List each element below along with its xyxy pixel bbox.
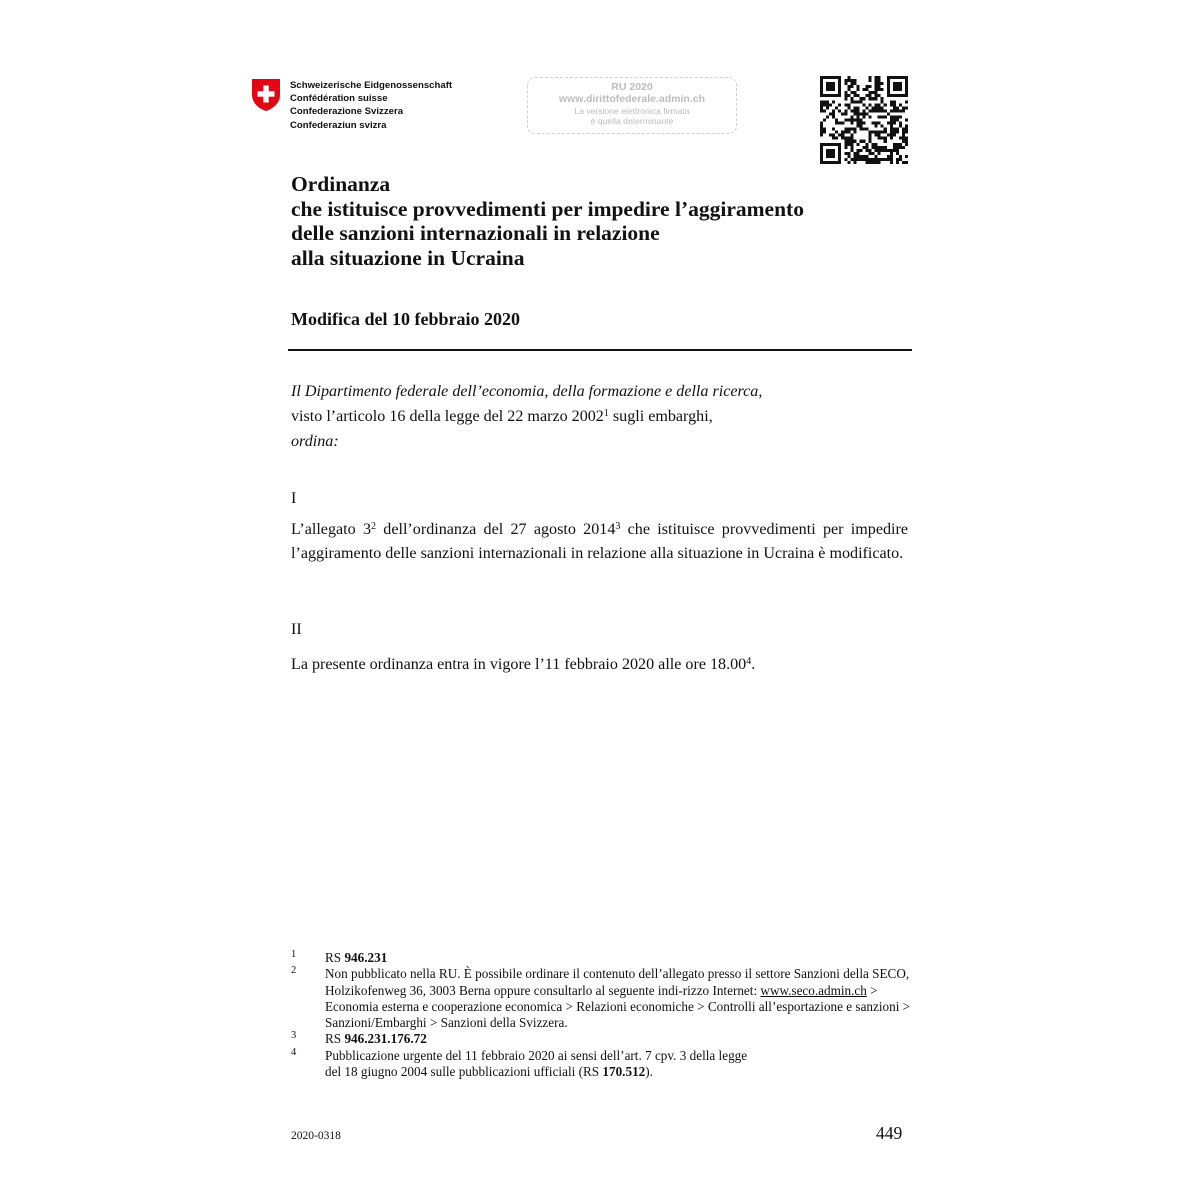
footnote-prefix: RS	[325, 1031, 345, 1047]
seco-link[interactable]: www.seco.admin.ch	[760, 982, 867, 998]
footnote-code: 946.231	[344, 950, 388, 965]
footnote-prefix: RS	[325, 950, 345, 965]
title-line-4: alla situazione in Ucraina	[291, 245, 525, 270]
stamp-line-3: La versione elettronica firmata	[574, 106, 690, 116]
footnote-text-a: Pubblicazione urgente del 11 febbraio 2020 ai sensi dell’art. 7 cpv. 3 della legge	[325, 1047, 748, 1063]
stamp-line-2: www.dirittofederale.admin.ch	[558, 93, 706, 105]
footnote-text	[325, 966, 914, 1031]
footnote-text	[325, 950, 914, 966]
preamble	[291, 379, 911, 454]
preamble-basis-tail: sugli embarghi,	[608, 408, 713, 425]
footnote-number: 1	[291, 949, 297, 960]
confederation-name-it: Confederazione Svizzera	[290, 106, 404, 118]
footnote-text	[325, 1048, 914, 1081]
section-i-part-b: dell’ordinanza del 27 agosto 2014	[376, 521, 616, 538]
footnote-3	[289, 1031, 914, 1047]
section-heading-ii: II	[291, 621, 302, 638]
footnote-code: 170.512	[602, 1064, 646, 1080]
confederation-name-de: Schweizerische Eidgenossenschaft	[290, 80, 453, 91]
footnote-text-c: ).	[645, 1064, 653, 1080]
footnote-text-a: Non pubblicato nella RU. È possibile ordinare il contenuto dell’allegato presso il settore Sanzioni della SECO, Holzikofenweg 36, 3003 Berna oppure consultarlo al seguente indi-rizzo Internet:	[325, 966, 910, 998]
section-ii-part-a: La presente ordinanza entra in vigore l’11 febbraio 2020 alle ore 18.00	[291, 656, 747, 673]
footnote-text-b: del 18 giugno 2004 sulle pubblicazioni ufficiali (RS	[325, 1064, 603, 1080]
title-line-2: che istituisce provvedimenti per impedire l’aggiramento	[291, 196, 804, 221]
section-text-ii	[291, 652, 755, 677]
footnote-1	[289, 950, 914, 966]
title-line-3: delle sanzioni internazionali in relazione	[291, 221, 660, 246]
footnote-text-line-2	[325, 1064, 914, 1080]
preamble-authority: Il Dipartimento federale dell’economia, della formazione e della ricerca,	[291, 383, 763, 400]
title-divider	[288, 349, 912, 351]
section-i-part-a: L’allegato 3	[291, 521, 371, 538]
confederation-names	[290, 79, 452, 132]
footnote-ref-3: 3	[615, 521, 621, 532]
section-heading-i: I	[291, 490, 297, 507]
footnote-ref-1: 1	[603, 408, 609, 419]
preamble-basis-text: visto l’articolo 16 della legge del 22 marzo 2002	[291, 408, 604, 425]
swiss-cross-shield-icon	[251, 78, 281, 112]
section-i-part-c: che istituisce provvedimenti per impedire l’aggiramento delle sanzioni internazionali in relazione alla situazione in Ucraina è modificato.	[291, 521, 908, 562]
footnote-text-b: > Economia esterna e cooperazione economica > Relazioni economiche > Controlli all’esportazione e sanzioni > Sanzioni/Embarghi > Sanzioni della Svizzera.	[325, 982, 911, 1031]
document-number: 2020-0318	[291, 1130, 341, 1142]
qr-code-icon	[820, 76, 908, 164]
title-line-1: Ordinanza	[291, 172, 391, 196]
footnote-text	[325, 1031, 914, 1047]
amendment-date: Modifica del 10 febbraio 2020	[291, 309, 520, 329]
section-text-i	[291, 518, 908, 565]
confederation-name-rm: Confederaziun svizra	[290, 119, 387, 131]
stamp-line-1: RU 2020	[611, 81, 653, 93]
footnote-number: 2	[291, 965, 297, 977]
footnote-number: 4	[291, 1046, 297, 1058]
confederation-name-fr: Confédération suisse	[290, 93, 388, 105]
preamble-basis	[291, 404, 911, 429]
page-title	[291, 172, 804, 270]
footnote-number: 3	[291, 1030, 297, 1042]
ru-stamp	[527, 77, 737, 134]
section-ii-part-b: .	[751, 656, 756, 673]
preamble-verb: ordina:	[291, 433, 339, 450]
footnote-4	[289, 1048, 914, 1081]
footnote-code: 946.231.176.72	[344, 1031, 427, 1047]
qr-modules	[820, 76, 908, 164]
page-number: 449	[876, 1123, 903, 1143]
footnote-ref-2: 2	[371, 521, 376, 532]
stamp-line-4: è quella determinante	[590, 116, 674, 126]
footnotes	[289, 950, 914, 1080]
footnote-2	[289, 966, 914, 1031]
footnote-ref-4: 4	[746, 656, 752, 667]
